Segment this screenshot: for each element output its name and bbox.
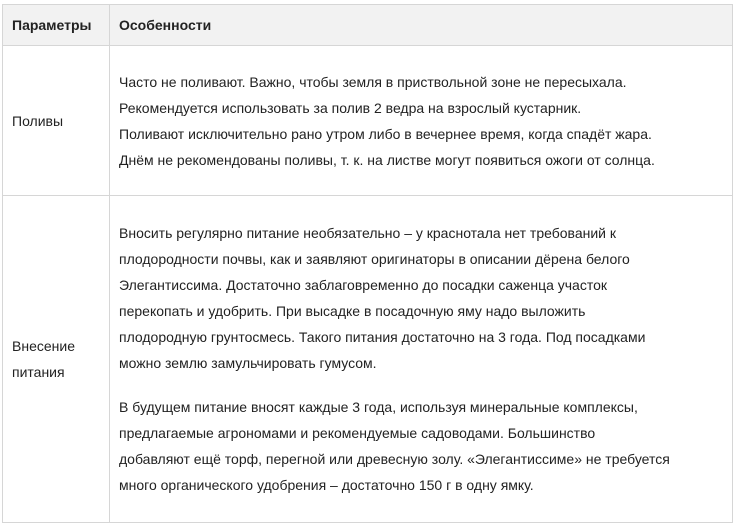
text-line: плодородности почвы, как и заявляют оригинаторы в описании дёрена белого (119, 251, 630, 267)
table-row (3, 46, 733, 196)
text-line: добавляют ещё торф, перегной или древесную золу. «Элегантиссиме» не требуется (119, 451, 670, 467)
param-cell-watering: Поливы (3, 46, 110, 196)
header-features: Особенности (110, 5, 733, 46)
text-line: Поливают исключительно рано утром либо в вечернее время, когда спадёт жара. (119, 125, 652, 142)
text-line: Вносить регулярно питание необязательно – у краснотала нет требований к (119, 225, 616, 241)
header-parameters: Параметры (3, 5, 110, 46)
text-line: питания (12, 364, 65, 380)
text-line: много органического удобрения – достаточно 150 г в одну ямку. (119, 477, 534, 493)
table-header-row (3, 5, 733, 46)
text-line: плодородную грунтосмесь. Такого питания достаточно на 3 года. Под посадками (119, 329, 646, 345)
text-line: Днём не рекомендованы поливы, т. к. на листве могут появиться ожоги от солнца. (119, 151, 655, 168)
text-line: Элегантиссима. Достаточно заблаговременно до посадки саженца участок (119, 277, 608, 293)
text-line: можно землю замульчировать гумусом. (119, 355, 377, 371)
paragraph-spacer (119, 376, 725, 394)
text-line: Внесение (12, 338, 75, 354)
paragraph (119, 394, 725, 498)
text-line: Часто не поливают. Важно, чтобы земля в приствольной зоне не пересыхала. (119, 73, 627, 90)
param-cell-feeding (3, 196, 110, 523)
paragraph (119, 220, 725, 376)
text-line: В будущем питание вносят каждые 3 года, используя минеральные комплексы, (119, 399, 638, 415)
care-table (2, 4, 733, 523)
text-line: Рекомендуется использовать за полив 2 ведра на взрослый кустарник. (119, 99, 582, 116)
features-cell-watering (110, 46, 733, 196)
text-line: предлагаемые агрономами и рекомендуемые садоводами. Большинство (119, 425, 596, 441)
table-row (3, 196, 733, 523)
text-line: перекопать и удобрить. При высадке в посадочную яму надо выложить (119, 303, 586, 319)
features-cell-feeding (110, 196, 733, 523)
